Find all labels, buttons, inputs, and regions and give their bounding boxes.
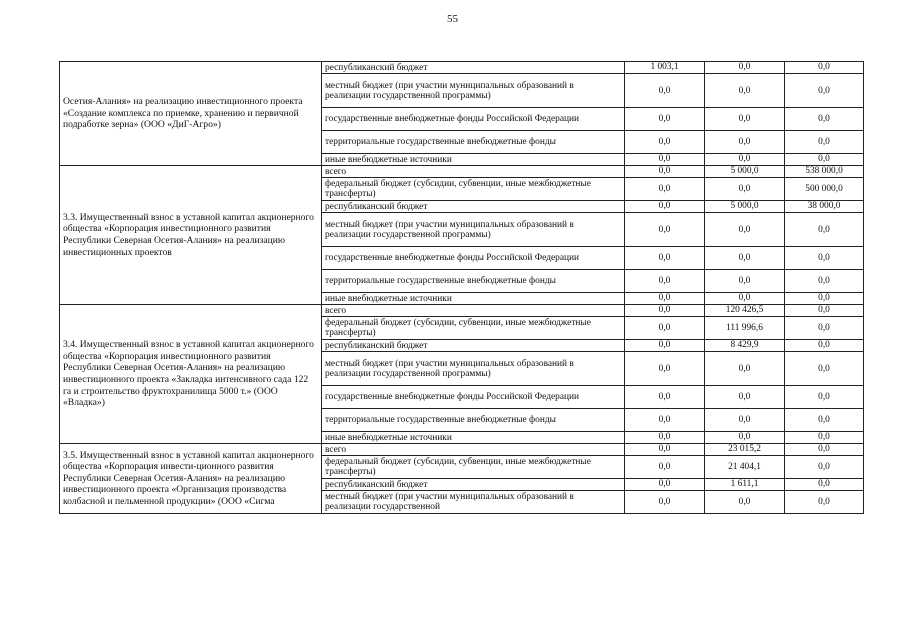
funding-source-cell: территориальные государственные внебюджетные фонды — [322, 409, 625, 432]
amount-cell-1: 0,0 — [625, 131, 705, 154]
amount-cell-1: 0,0 — [625, 305, 705, 317]
amount-cell-1: 0,0 — [625, 166, 705, 178]
amount-cell-3: 538 000,0 — [785, 166, 864, 178]
amount-cell-3: 0,0 — [785, 108, 864, 131]
funding-source-cell: республиканский бюджет — [322, 479, 625, 491]
amount-cell-3: 0,0 — [785, 352, 864, 386]
funding-source-cell: всего — [322, 166, 625, 178]
amount-cell-3: 0,0 — [785, 305, 864, 317]
amount-cell-1: 0,0 — [625, 270, 705, 293]
amount-cell-3: 0,0 — [785, 444, 864, 456]
budget-table-body — [60, 62, 864, 514]
amount-cell-3: 0,0 — [785, 491, 864, 514]
amount-cell-2: 1 611,1 — [705, 479, 785, 491]
amount-cell-1: 0,0 — [625, 456, 705, 479]
project-description-cell: 3.5. Имущественный взнос в уставной капитал акционерного общества «Корпорация инвести-ционного развития Республики Северная Осетия-Алания» на реализацию инвестиционного проекта «Организация производства колбасной и пельменной продукции» (ООО «Сигма — [60, 444, 322, 514]
funding-source-cell: местный бюджет (при участии муниципальных образований в реализации государственной программы) — [322, 352, 625, 386]
amount-cell-1: 0,0 — [625, 479, 705, 491]
amount-cell-1: 0,0 — [625, 491, 705, 514]
funding-source-cell: иные внебюджетные источники — [322, 293, 625, 305]
funding-source-cell: иные внебюджетные источники — [322, 432, 625, 444]
amount-cell-3: 0,0 — [785, 62, 864, 74]
funding-source-cell: местный бюджет (при участии муниципальных образований в реализации государственной — [322, 491, 625, 514]
amount-cell-3: 0,0 — [785, 432, 864, 444]
amount-cell-1: 0,0 — [625, 201, 705, 213]
amount-cell-3: 0,0 — [785, 386, 864, 409]
funding-source-cell: государственные внебюджетные фонды Российской Федерации — [322, 247, 625, 270]
amount-cell-1: 0,0 — [625, 213, 705, 247]
amount-cell-2: 0,0 — [705, 108, 785, 131]
table-row — [60, 62, 864, 74]
amount-cell-2: 0,0 — [705, 352, 785, 386]
funding-source-cell: территориальные государственные внебюджетные фонды — [322, 270, 625, 293]
amount-cell-2: 0,0 — [705, 247, 785, 270]
amount-cell-2: 0,0 — [705, 74, 785, 108]
amount-cell-2: 0,0 — [705, 270, 785, 293]
amount-cell-1: 0,0 — [625, 74, 705, 108]
amount-cell-3: 500 000,0 — [785, 178, 864, 201]
amount-cell-1: 1 003,1 — [625, 62, 705, 74]
amount-cell-2: 111 996,6 — [705, 317, 785, 340]
amount-cell-3: 0,0 — [785, 409, 864, 432]
funding-source-cell: территориальные государственные внебюджетные фонды — [322, 131, 625, 154]
funding-source-cell: иные внебюджетные источники — [322, 154, 625, 166]
amount-cell-3: 0,0 — [785, 247, 864, 270]
funding-source-cell: всего — [322, 444, 625, 456]
budget-table — [59, 61, 864, 514]
amount-cell-2: 23 015,2 — [705, 444, 785, 456]
amount-cell-1: 0,0 — [625, 432, 705, 444]
amount-cell-2: 0,0 — [705, 491, 785, 514]
amount-cell-2: 0,0 — [705, 131, 785, 154]
funding-source-cell: государственные внебюджетные фонды Российской Федерации — [322, 108, 625, 131]
funding-source-cell: республиканский бюджет — [322, 201, 625, 213]
amount-cell-3: 0,0 — [785, 213, 864, 247]
amount-cell-1: 0,0 — [625, 178, 705, 201]
amount-cell-2: 21 404,1 — [705, 456, 785, 479]
funding-source-cell: федеральный бюджет (субсидии, субвенции, иные межбюджетные трансферты) — [322, 317, 625, 340]
table-row — [60, 305, 864, 317]
amount-cell-2: 5 000,0 — [705, 166, 785, 178]
amount-cell-2: 0,0 — [705, 409, 785, 432]
amount-cell-3: 0,0 — [785, 340, 864, 352]
funding-source-cell: федеральный бюджет (субсидии, субвенции, иные межбюджетные трансферты) — [322, 178, 625, 201]
amount-cell-3: 0,0 — [785, 131, 864, 154]
funding-source-cell: республиканский бюджет — [322, 62, 625, 74]
amount-cell-3: 0,0 — [785, 456, 864, 479]
amount-cell-1: 0,0 — [625, 340, 705, 352]
project-description-cell: 3.4. Имущественный взнос в уставной капитал акционерного общества «Корпорация инвестиционного развития Республики Северная Осетия-Алания» на реализацию инвестиционного проекта «Закладка интенсивного сада 122 га и строительство фруктохранилища 5000 т.» (ООО «Владка») — [60, 305, 322, 444]
amount-cell-2: 0,0 — [705, 213, 785, 247]
table-row — [60, 444, 864, 456]
amount-cell-1: 0,0 — [625, 108, 705, 131]
table-row — [60, 166, 864, 178]
amount-cell-2: 0,0 — [705, 432, 785, 444]
amount-cell-2: 0,0 — [705, 386, 785, 409]
amount-cell-1: 0,0 — [625, 409, 705, 432]
amount-cell-2: 0,0 — [705, 62, 785, 74]
funding-source-cell: всего — [322, 305, 625, 317]
amount-cell-3: 0,0 — [785, 270, 864, 293]
amount-cell-1: 0,0 — [625, 317, 705, 340]
amount-cell-1: 0,0 — [625, 154, 705, 166]
amount-cell-3: 38 000,0 — [785, 201, 864, 213]
funding-source-cell: государственные внебюджетные фонды Российской Федерации — [322, 386, 625, 409]
amount-cell-2: 8 429,9 — [705, 340, 785, 352]
amount-cell-1: 0,0 — [625, 444, 705, 456]
amount-cell-2: 120 426,5 — [705, 305, 785, 317]
funding-source-cell: федеральный бюджет (субсидии, субвенции, иные межбюджетные трансферты) — [322, 456, 625, 479]
amount-cell-3: 0,0 — [785, 317, 864, 340]
project-description-cell: Осетия-Алания» на реализацию инвестиционного проекта «Создание комплекса по приемке, хранению и первичной подработке зерна» (ООО «ДиГ-Агро») — [60, 62, 322, 166]
page-number: 55 — [447, 13, 458, 25]
project-description-cell: 3.3. Имущественный взнос в уставной капитал акционерного общества «Корпорация инвестиционного развития Республики Северная Осетия-Алания» на реализацию инвестиционных проектов — [60, 166, 322, 305]
amount-cell-1: 0,0 — [625, 247, 705, 270]
amount-cell-2: 0,0 — [705, 293, 785, 305]
amount-cell-1: 0,0 — [625, 352, 705, 386]
amount-cell-2: 5 000,0 — [705, 201, 785, 213]
amount-cell-3: 0,0 — [785, 74, 864, 108]
funding-source-cell: местный бюджет (при участии муниципальных образований в реализации государственной программы) — [322, 74, 625, 108]
funding-source-cell: местный бюджет (при участии муниципальных образований в реализации государственной программы) — [322, 213, 625, 247]
funding-source-cell: республиканский бюджет — [322, 340, 625, 352]
amount-cell-1: 0,0 — [625, 293, 705, 305]
amount-cell-1: 0,0 — [625, 386, 705, 409]
amount-cell-3: 0,0 — [785, 154, 864, 166]
amount-cell-3: 0,0 — [785, 479, 864, 491]
amount-cell-2: 0,0 — [705, 178, 785, 201]
amount-cell-3: 0,0 — [785, 293, 864, 305]
amount-cell-2: 0,0 — [705, 154, 785, 166]
